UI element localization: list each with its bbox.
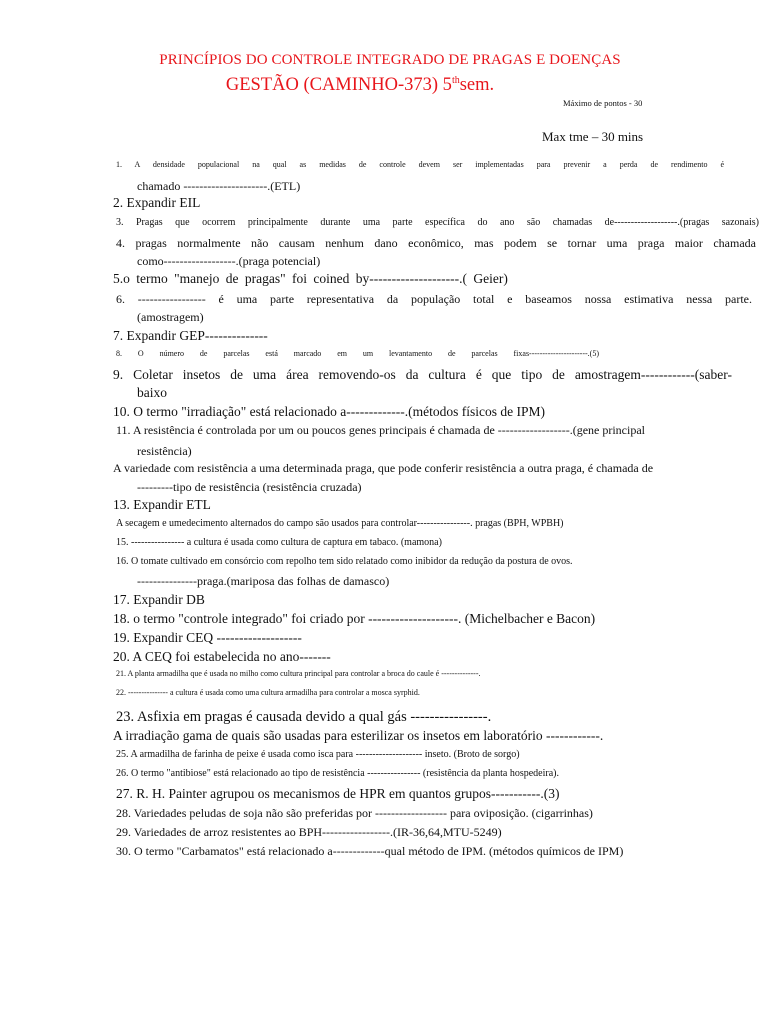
question-line: 28. Variedades peludas de soja não são preferidas por ------------------ para oviposição. (cigarrinhas) [116, 806, 593, 820]
question-line: 29. Variedades de arroz resistentes ao BPH-----------------.(IR-36,64,MTU-5249) [116, 825, 502, 839]
subtitle-main: GESTÃO (CAMINHO-373) 5 [225, 75, 452, 96]
document-title: PRINCÍPIOS DO CONTROLE INTEGRADO DE PRAGAS E DOENÇAS [159, 52, 621, 68]
question-line: 6. ----------------- é uma parte representativa da população total e baseamos nossa estimativa nessa parte. [116, 292, 752, 306]
question-line: 5.o termo "manejo de pragas" foi coined by--------------------.( Geier) [113, 271, 508, 286]
question-line: 4. pragas normalmente não causam nenhum dano econômico, mas podem se tornar uma praga maior chamada [116, 236, 756, 250]
question-line: (amostragem) [137, 310, 204, 324]
question-line: 2. Expandir EIL [113, 195, 201, 210]
question-line: A secagem e umedecimento alternados do campo são usados para controlar----------------. pragas (BPH, WPBH) [116, 518, 564, 529]
question-line: 20. A CEQ foi estabelecida no ano------- [113, 649, 331, 664]
question-line: ---------tipo de resistência (resistência cruzada) [137, 480, 362, 494]
question-line: 19. Expandir CEQ ------------------- [113, 630, 302, 645]
question-line: baixo [137, 385, 167, 400]
question-line: 25. A armadilha de farinha de peixe é usada como isca para -------------------- inseto. (Broto de sorgo) [116, 749, 520, 760]
question-line: 17. Expandir DB [113, 592, 205, 607]
question-line: 10. O termo "irradiação" está relacionado a-------------.(métodos físicos de IPM) [113, 404, 545, 419]
question-line: 22. --------------- a cultura é usada como uma cultura armadilha para controlar a mosca syrphid. [116, 688, 420, 697]
question-line: 26. O termo "antibiose" está relacionado ao tipo de resistência ---------------- (resistência da planta hospedeira). [116, 768, 559, 779]
question-line: 16. O tomate cultivado em consórcio com repolho tem sido relatado como inibidor da redução da postura de ovos. [116, 556, 573, 567]
question-line: chamado ---------------------.(ETL) [137, 179, 301, 193]
question-line: 9. Coletar insetos de uma área removendo-os da cultura é que tipo de amostragem------------(saber- [113, 367, 732, 382]
question-line: 7. Expandir GEP-------------- [113, 328, 268, 343]
question-line: como------------------.(praga potencial) [137, 254, 321, 268]
question-line: 13. Expandir ETL [113, 497, 211, 512]
question-line: 18. o termo "controle integrado" foi criado por --------------------. (Michelbacher e Bacon) [113, 611, 596, 626]
question-line: 30. O termo "Carbamatos" está relacionado a-------------qual método de IPM. (métodos químicos de IPM) [116, 844, 624, 858]
max-points: Máximo de pontos - 30 [563, 98, 643, 108]
question-line: 1. A densidade populacional na qual as medidas de controle devem ser implementadas para prevenir a perda de rendimento é [116, 160, 724, 169]
question-line: 15. ---------------- a cultura é usada como cultura de captura em tabaco. (mamona) [116, 537, 442, 548]
document-subtitle [0, 75, 720, 96]
question-line: 11. A resistência é controlada por um ou poucos genes principais é chamada de ------------------.(gene principal [116, 423, 645, 437]
max-time: Max tme – 30 mins [542, 129, 644, 144]
subtitle-end: sem. [459, 75, 495, 96]
question-line: ---------------praga.(mariposa das folhas de damasco) [137, 574, 390, 588]
subtitle-sup: th [451, 75, 460, 86]
question-line: 3. Pragas que ocorrem principalmente durante uma parte específica do ano são chamadas de-------------------.(pragas sazonais) [116, 217, 759, 228]
question-line: 21. A planta armadilha que é usada no milho como cultura principal para controlar a broca do caule é --------------. [116, 669, 481, 678]
question-line: 27. R. H. Painter agrupou os mecanismos de HPR em quantos grupos-----------.(3) [116, 786, 560, 801]
question-line: A irradiação gama de quais são usadas para esterilizar os insetos em laboratório ------------. [113, 728, 604, 743]
question-line: 23. Asfixia em pragas é causada devido a qual gás ----------------. [116, 709, 492, 725]
question-line: 8. O número de parcelas está marcado em um levantamento de parcelas fixas----------------------.(5) [116, 349, 599, 358]
question-line: resistência) [137, 444, 192, 458]
question-line: A variedade com resistência a uma determinada praga, que pode conferir resistência a outra praga, é chamada de [113, 461, 654, 475]
